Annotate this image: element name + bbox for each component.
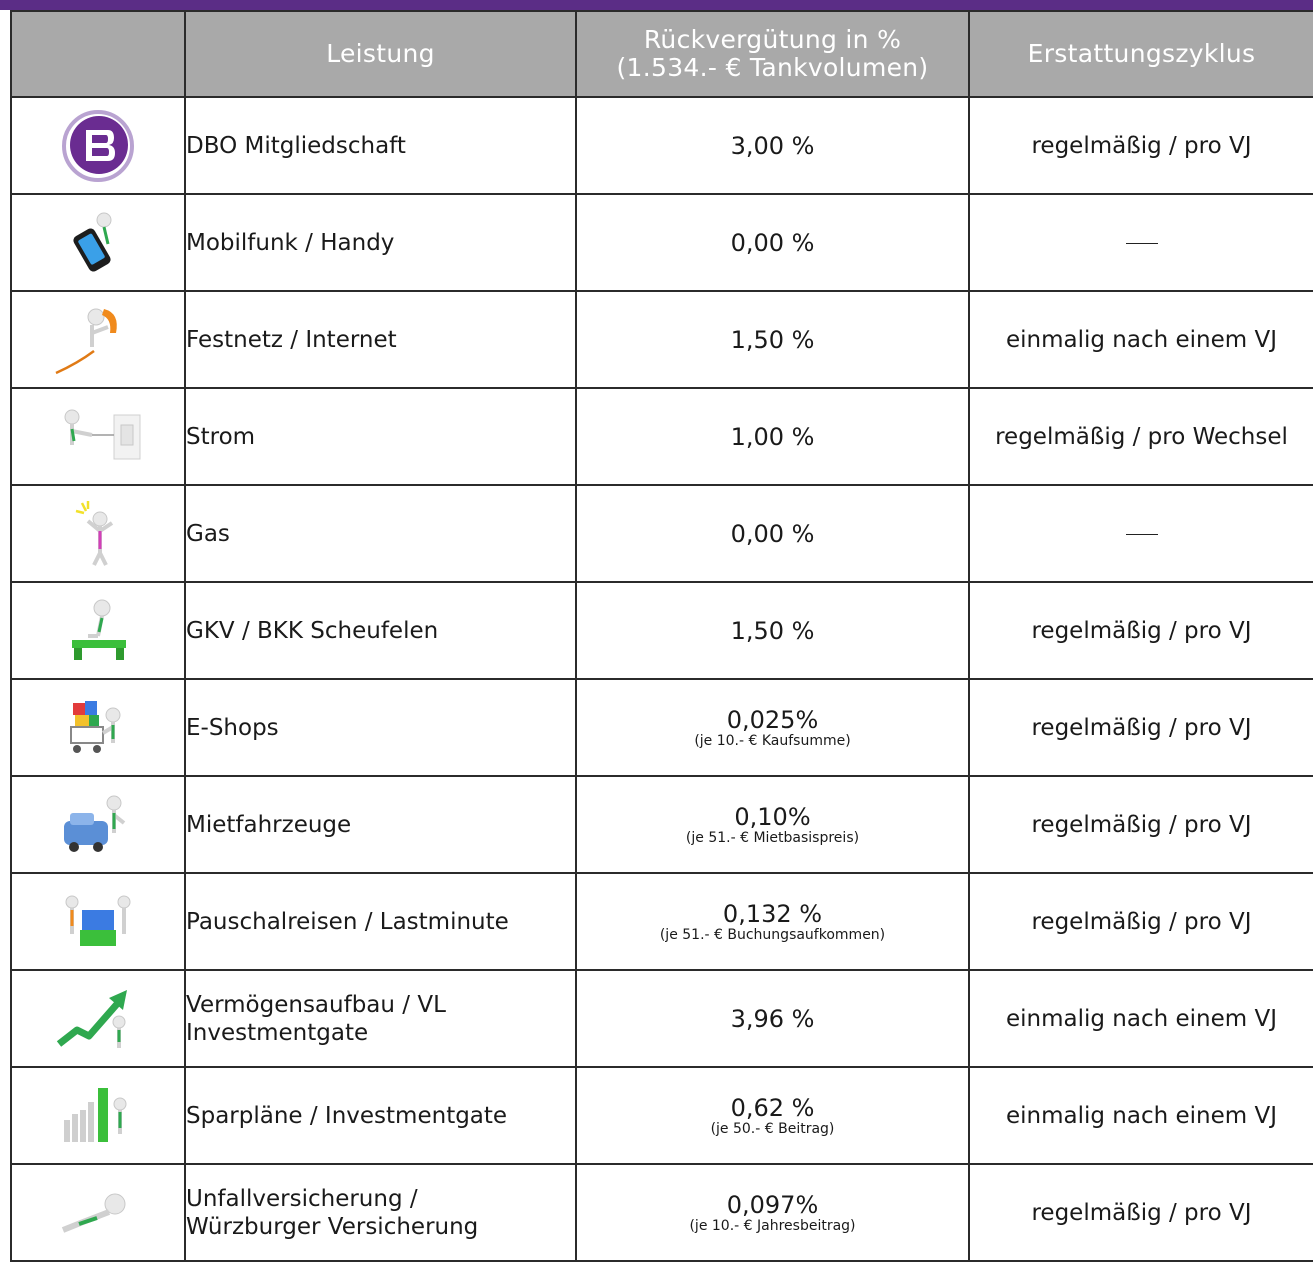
row-rate bbox=[576, 485, 969, 582]
row-icon-cell bbox=[11, 485, 185, 582]
header-rate-line1: Rückvergütung in % bbox=[643, 25, 902, 54]
table-row bbox=[11, 1164, 1313, 1261]
row-icon-cell bbox=[11, 873, 185, 970]
row-icon-cell bbox=[11, 194, 185, 291]
rate-note: (je 10.- € Kaufsumme) bbox=[694, 732, 851, 749]
table-row bbox=[11, 485, 1313, 582]
table-header-row bbox=[11, 11, 1313, 97]
row-icon-cell bbox=[11, 582, 185, 679]
rebate-table bbox=[10, 10, 1313, 1262]
table-row bbox=[11, 291, 1313, 388]
row-icon-cell bbox=[11, 776, 185, 873]
row-cycle: einmalig nach einem VJ bbox=[969, 1067, 1313, 1164]
row-cycle: regelmäßig / pro VJ bbox=[969, 873, 1313, 970]
rate-value: 0,097% bbox=[726, 1190, 819, 1219]
row-cycle bbox=[969, 194, 1313, 291]
row-name: E-Shops bbox=[185, 679, 576, 776]
row-name: Sparpläne / Investmentgate bbox=[185, 1067, 576, 1164]
row-name: Mietfahrzeuge bbox=[185, 776, 576, 873]
table-row bbox=[11, 873, 1313, 970]
table-row bbox=[11, 388, 1313, 485]
row-rate bbox=[576, 1164, 969, 1261]
row-icon-cell bbox=[11, 679, 185, 776]
rate-value: 0,132 % bbox=[722, 899, 823, 928]
row-name-line1: Unfallversicherung / bbox=[186, 1185, 418, 1212]
growth-arrow-icon bbox=[55, 984, 141, 1054]
row-name: Festnetz / Internet bbox=[185, 291, 576, 388]
rate-value: 0,00 % bbox=[730, 519, 815, 548]
rate-value: 3,96 % bbox=[730, 1004, 815, 1033]
rate-value: 3,00 % bbox=[730, 131, 815, 160]
header-leistung: Leistung bbox=[185, 11, 576, 97]
row-icon-cell bbox=[11, 291, 185, 388]
rate-note: (je 50.- € Beitrag) bbox=[710, 1120, 835, 1137]
row-cycle: regelmäßig / pro VJ bbox=[969, 97, 1313, 194]
table-row bbox=[11, 970, 1313, 1067]
top-bar bbox=[0, 0, 1313, 10]
dbo-logo-icon bbox=[58, 108, 138, 184]
mobile-phone-icon bbox=[68, 208, 128, 278]
telephone-icon bbox=[48, 303, 148, 377]
gas-flame-icon bbox=[68, 497, 128, 571]
row-cycle bbox=[969, 485, 1313, 582]
rate-value: 1,50 % bbox=[730, 325, 815, 354]
row-cycle: regelmäßig / pro VJ bbox=[969, 776, 1313, 873]
row-rate bbox=[576, 582, 969, 679]
table-row bbox=[11, 582, 1313, 679]
header-rate-line2: (1.534.- € Tankvolumen) bbox=[616, 53, 929, 82]
row-icon-cell bbox=[11, 1164, 185, 1261]
rate-value: 1,00 % bbox=[730, 422, 815, 451]
row-name: DBO Mitgliedschaft bbox=[185, 97, 576, 194]
rate-value: 0,62 % bbox=[730, 1093, 815, 1122]
header-cycle: Erstattungszyklus bbox=[969, 11, 1313, 97]
header-rate bbox=[576, 11, 969, 97]
table-row bbox=[11, 97, 1313, 194]
row-rate bbox=[576, 873, 969, 970]
rate-note: (je 51.- € Mietbasispreis) bbox=[685, 829, 860, 846]
row-name: GKV / BKK Scheufelen bbox=[185, 582, 576, 679]
table-row bbox=[11, 194, 1313, 291]
row-cycle: regelmäßig / pro Wechsel bbox=[969, 388, 1313, 485]
health-insurance-icon bbox=[58, 596, 138, 666]
header-icon-cell bbox=[11, 11, 185, 97]
row-rate bbox=[576, 194, 969, 291]
row-icon-cell bbox=[11, 97, 185, 194]
row-name: Mobilfunk / Handy bbox=[185, 194, 576, 291]
table-row bbox=[11, 679, 1313, 776]
row-name: Strom bbox=[185, 388, 576, 485]
rate-value: 1,50 % bbox=[730, 616, 815, 645]
rate-value: 0,025% bbox=[726, 705, 819, 734]
row-rate bbox=[576, 970, 969, 1067]
rate-value: 0,00 % bbox=[730, 228, 815, 257]
row-rate bbox=[576, 97, 969, 194]
rate-note: (je 10.- € Jahresbeitrag) bbox=[689, 1217, 856, 1234]
row-rate bbox=[576, 679, 969, 776]
table-row bbox=[11, 776, 1313, 873]
row-cycle: regelmäßig / pro VJ bbox=[969, 679, 1313, 776]
row-name-line1: Vermögensaufbau / VL bbox=[186, 991, 446, 1018]
accident-insurance-icon bbox=[53, 1188, 143, 1238]
bar-chart-icon bbox=[58, 1084, 138, 1148]
rate-note: (je 51.- € Buchungsaufkommen) bbox=[659, 926, 886, 943]
row-icon-cell bbox=[11, 1067, 185, 1164]
row-cycle: einmalig nach einem VJ bbox=[969, 970, 1313, 1067]
row-name: Gas bbox=[185, 485, 576, 582]
empty-dash bbox=[1126, 243, 1158, 244]
row-name bbox=[185, 970, 576, 1067]
rental-car-icon bbox=[58, 793, 138, 857]
travel-icon bbox=[58, 890, 138, 954]
row-name bbox=[185, 1164, 576, 1261]
row-cycle: einmalig nach einem VJ bbox=[969, 291, 1313, 388]
row-icon-cell bbox=[11, 388, 185, 485]
table-row bbox=[11, 1067, 1313, 1164]
row-rate bbox=[576, 388, 969, 485]
row-name-line2: Würzburger Versicherung bbox=[186, 1213, 479, 1240]
row-icon-cell bbox=[11, 970, 185, 1067]
row-rate bbox=[576, 776, 969, 873]
row-name-line2: Investmentgate bbox=[186, 1019, 369, 1046]
shopping-cart-icon bbox=[63, 693, 133, 763]
row-cycle: regelmäßig / pro VJ bbox=[969, 582, 1313, 679]
rate-value: 0,10% bbox=[734, 802, 811, 831]
power-plug-icon bbox=[48, 407, 148, 467]
empty-dash bbox=[1126, 534, 1158, 535]
row-name: Pauschalreisen / Lastminute bbox=[185, 873, 576, 970]
row-rate bbox=[576, 1067, 969, 1164]
row-rate bbox=[576, 291, 969, 388]
row-cycle: regelmäßig / pro VJ bbox=[969, 1164, 1313, 1261]
